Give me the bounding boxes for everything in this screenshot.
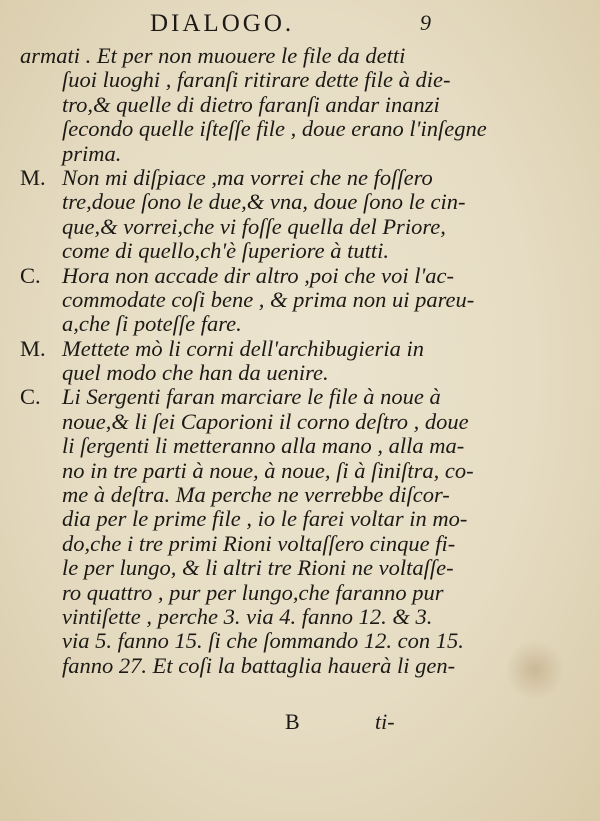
line-text: ſecondo quelle iſteſſe file , doue erano l'inſegne xyxy=(62,116,487,142)
text-line xyxy=(20,166,440,190)
line-text: dia per le prime file , io le farei voltar in mo- xyxy=(62,506,468,532)
text-line xyxy=(20,239,440,263)
text-line xyxy=(20,361,440,385)
speaker-label: C. xyxy=(20,262,41,288)
speaker-label: C. xyxy=(20,384,41,410)
line-text: via 5. fanno 15. ſi che ſommando 12. con 15. xyxy=(62,628,464,654)
catchword: ti- xyxy=(375,709,395,734)
line-text: tro,& quelle di dietro faranſi andar inanzi xyxy=(62,91,440,117)
body-text xyxy=(20,43,487,678)
line-text: ro quattro , pur per lungo,che faranno pur xyxy=(62,579,444,605)
line-text: Hora non accade dir altro ,poi che voi l'ac- xyxy=(62,262,455,288)
text-line xyxy=(20,142,440,166)
text-line xyxy=(20,262,455,288)
text-line xyxy=(20,605,440,629)
speaker-label: M. xyxy=(20,164,46,190)
text-line xyxy=(20,312,440,336)
line-text: come di quello,ch'è ſuperiore à tutti. xyxy=(62,238,390,264)
text-line xyxy=(20,555,454,581)
line-text: me à deſtra. Ma perche ne verrebbe diſcor- xyxy=(62,482,450,508)
text-line xyxy=(20,213,446,239)
text-line xyxy=(20,116,487,142)
text-line xyxy=(20,457,474,483)
line-text: le per lungo, & li altri tre Rioni ne voltaſſe- xyxy=(62,555,454,581)
line-text: armati . Et per non muouere le file da detti xyxy=(20,43,406,68)
text-line xyxy=(20,44,440,68)
text-line xyxy=(20,67,451,93)
signature-mark: B xyxy=(285,709,300,734)
text-line xyxy=(20,579,444,605)
line-text: prima. xyxy=(62,140,122,166)
text-line xyxy=(20,385,440,409)
text-line xyxy=(20,337,440,361)
text-line xyxy=(20,482,450,508)
line-text: vintiſette , perche 3. via 4. fanno 12. & 3. xyxy=(62,603,433,629)
text-line xyxy=(20,628,464,654)
text-line xyxy=(20,530,456,556)
line-text: no in tre parti à noue, à noue, ſi à ſiniſtra, co- xyxy=(62,457,474,483)
text-line xyxy=(20,93,440,117)
line-text: quel modo che han da uenire. xyxy=(62,360,329,386)
line-text: fanno 27. Et coſi la battaglia hauerà li gen- xyxy=(62,652,456,678)
line-text: noue,& li ſei Caporioni il corno deſtro , doue xyxy=(62,408,469,434)
page-footer xyxy=(20,709,440,739)
line-text: que,& vorrei,che vi foſſe quella del Priore, xyxy=(62,213,446,239)
line-text: Mettete mò li corni dell'archibugieria in xyxy=(62,335,425,361)
line-text: Li Sergenti faran marciare le file à noue à xyxy=(62,384,441,410)
text-line xyxy=(20,652,456,678)
text-line xyxy=(20,506,468,532)
text-line xyxy=(20,433,465,459)
paper-stain xyxy=(505,640,565,700)
speaker-label: M. xyxy=(20,335,46,361)
line-text: a,che ſi poteſſe fare. xyxy=(62,311,242,337)
line-text: do,che i tre primi Rioni voltaſſero cinque fi- xyxy=(62,530,456,556)
text-line xyxy=(20,286,475,312)
page-number: 9 xyxy=(420,10,431,35)
line-text: Non mi diſpiace ,ma vorrei che ne foſſero xyxy=(62,164,433,190)
line-text: ſuoi luoghi , faranſi ritirare dette file à die- xyxy=(62,67,451,93)
text-line xyxy=(20,189,466,215)
text-line xyxy=(20,408,469,434)
line-text: tre,doue ſono le due,& vna, doue ſono le cin- xyxy=(62,189,466,215)
line-text: li ſergenti li metteranno alla mano , alla ma- xyxy=(62,433,465,459)
line-text: commodate coſi bene , & prima non ui pareu- xyxy=(62,286,475,312)
running-title: DIALOGO. xyxy=(150,10,295,37)
